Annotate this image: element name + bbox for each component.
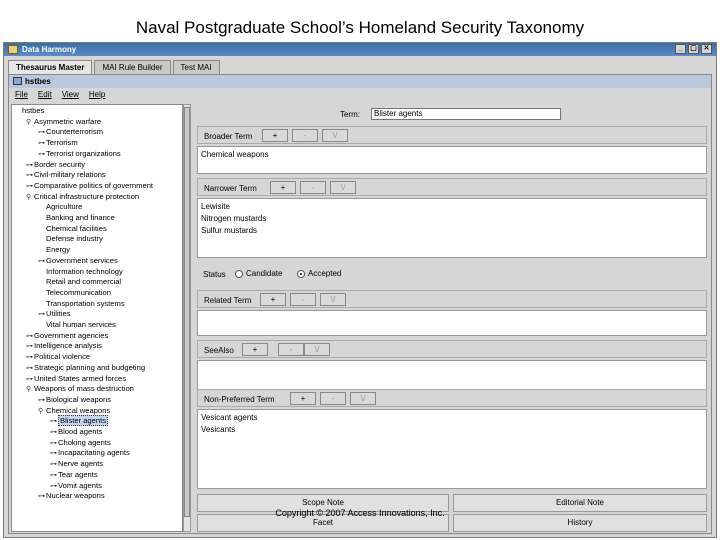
tree-item-label[interactable]: Government services: [46, 255, 118, 265]
tab-bar: [8, 60, 222, 74]
narrower-term-header: [197, 178, 707, 196]
related-term-header: [197, 290, 707, 308]
tree-item[interactable]: [38, 288, 111, 298]
broader-term-label: Broader Term: [204, 132, 253, 141]
tree-toggle-icon[interactable]: ⊶: [26, 182, 33, 190]
tree-item[interactable]: [26, 331, 108, 341]
inner-titlebar: [9, 75, 711, 88]
tree-toggle-icon[interactable]: ⊶: [38, 493, 45, 501]
tree-toggle-icon[interactable]: ⚲: [26, 118, 32, 126]
tree-item[interactable]: [38, 267, 123, 277]
tree-item[interactable]: [26, 341, 102, 351]
related-add-button[interactable]: +: [260, 293, 286, 306]
tree-toggle-icon[interactable]: ⊶: [26, 332, 33, 340]
related-term-list[interactable]: [197, 310, 707, 336]
menu-edit[interactable]: Edit: [37, 90, 52, 99]
tree-toggle-icon[interactable]: ⊶: [38, 140, 45, 148]
tree-toggle-icon[interactable]: ⚲: [38, 407, 44, 415]
list-item[interactable]: Vesicant agents: [201, 413, 258, 422]
tree-toggle-icon[interactable]: ⚲: [26, 386, 32, 394]
tree-item[interactable]: [26, 192, 139, 202]
tree-item[interactable]: [38, 138, 78, 148]
tree-item-label[interactable]: Tear agents: [58, 469, 98, 479]
tree-toggle-icon[interactable]: ⊶: [50, 429, 57, 436]
status-candidate-label: Candidate: [246, 269, 283, 278]
scope-note-button[interactable]: Scope Note: [197, 494, 449, 512]
tree-item-label[interactable]: Utilities: [46, 309, 71, 319]
thesaurus-icon: [13, 77, 22, 85]
tree-item[interactable]: [38, 245, 70, 255]
tree-item-label[interactable]: Vital human services: [46, 320, 116, 329]
non-preferred-term-label: Non-Preferred Term: [204, 395, 275, 404]
narrower-view-button[interactable]: V: [330, 181, 356, 194]
close-button[interactable]: ✕: [701, 44, 712, 54]
tree-item-label[interactable]: Comparative politics of government: [34, 180, 154, 190]
tree-item[interactable]: [26, 374, 126, 384]
tree-toggle-icon[interactable]: ⊶: [26, 364, 33, 372]
tree-item[interactable]: [38, 149, 121, 159]
list-item[interactable]: Chemical weapons: [201, 150, 269, 159]
tree-item-label[interactable]: hstbes: [22, 106, 45, 115]
tree-item[interactable]: [38, 234, 103, 244]
app-icon: [8, 45, 18, 54]
term-detail-panel: [195, 104, 709, 532]
list-item[interactable]: Lewisite: [201, 202, 230, 211]
radio-dot-selected[interactable]: [297, 270, 305, 278]
term-input[interactable]: Blister agents: [371, 108, 561, 120]
tree-item-label[interactable]: Nuclear weapons: [46, 491, 105, 501]
tree-item-label[interactable]: Choking agents: [58, 437, 111, 447]
tree-item[interactable]: [14, 106, 44, 116]
tab-thesaurus-master[interactable]: Thesaurus Master: [8, 60, 92, 74]
tree-item-label[interactable]: Blister agents: [60, 416, 107, 426]
tree-toggle-icon[interactable]: ⚲: [26, 193, 32, 201]
tree-item-label[interactable]: Political violence: [34, 352, 91, 362]
app-window: [3, 42, 717, 538]
broader-view-button[interactable]: V: [322, 129, 348, 142]
see-also-add-button[interactable]: +: [242, 343, 268, 356]
tree-toggle-icon[interactable]: ⊶: [26, 172, 33, 180]
tree-item-label[interactable]: Defense industry: [46, 234, 103, 244]
menu-file[interactable]: File: [15, 90, 28, 99]
tree-toggle-icon[interactable]: ⊶: [50, 461, 57, 469]
tree-item-label[interactable]: Banking and finance: [46, 213, 115, 222]
tree-item[interactable]: [38, 406, 110, 416]
copyright-text: Copyright © 2007 Access Innovations, Inc.: [275, 508, 445, 518]
tree-item[interactable]: [38, 491, 105, 501]
tree-item-label[interactable]: Biological weapons: [46, 394, 112, 404]
narrower-term-label: Narrower Term: [204, 184, 257, 193]
tree-item-label[interactable]: Agriculture: [46, 202, 83, 212]
tree-item[interactable]: [26, 170, 106, 180]
tree-item[interactable]: [38, 127, 103, 137]
scrollbar-thumb[interactable]: [184, 107, 190, 517]
broader-add-button[interactable]: +: [262, 129, 288, 142]
related-view-button[interactable]: V: [320, 293, 346, 306]
tree-item-label[interactable]: Asymmetric warfare: [34, 116, 102, 126]
tree-item[interactable]: [38, 202, 82, 212]
tree-item-label[interactable]: Intelligence analysis: [34, 341, 102, 351]
status-accepted-label: Accepted: [308, 269, 342, 278]
term-row: [195, 107, 709, 123]
list-item[interactable]: Vesicants: [201, 425, 236, 434]
facet-button[interactable]: Facet: [197, 514, 449, 532]
tree-toggle-icon[interactable]: ⊶: [38, 129, 45, 137]
tree-item-label[interactable]: Retail and commercial: [46, 277, 122, 287]
radio-dot[interactable]: [235, 270, 243, 278]
minimize-button[interactable]: _: [675, 44, 686, 54]
tree-toggle-icon[interactable]: ⊶: [26, 375, 33, 383]
tree-item-label[interactable]: Chemical facilities: [46, 223, 107, 233]
list-item[interactable]: Nitrogen mustards: [201, 214, 267, 223]
history-button[interactable]: History: [453, 514, 707, 532]
tree-item-label[interactable]: Weapons of mass destruction: [34, 384, 134, 394]
tree-toggle-icon[interactable]: ⊶: [26, 354, 33, 362]
related-remove-button[interactable]: -: [290, 293, 316, 306]
tree-item-label[interactable]: Terrorist organizations: [46, 148, 121, 158]
menu-help[interactable]: Help: [88, 90, 106, 99]
term-label: Term:: [340, 110, 360, 119]
tree-item-label[interactable]: Strategic planning and budgeting: [34, 362, 146, 372]
tree-item[interactable]: [26, 160, 85, 170]
tree-toggle-icon[interactable]: ⊶: [50, 450, 57, 458]
see-also-view-button[interactable]: V: [304, 343, 330, 356]
tree-item[interactable]: [50, 448, 130, 458]
non-preferred-view-button[interactable]: V: [350, 392, 376, 405]
tree-item-label[interactable]: United States armed forces: [34, 373, 127, 383]
slide-title: Naval Postgraduate School’s Homeland Security Taxonomy: [135, 18, 585, 37]
see-also-remove-button[interactable]: -: [278, 343, 304, 356]
tree-item[interactable]: [50, 459, 103, 469]
tree-toggle-icon[interactable]: ⊶: [26, 343, 33, 351]
tree-item-label[interactable]: Terrorism: [46, 138, 78, 148]
tree-toggle-icon[interactable]: ⊶: [38, 150, 45, 158]
tree-toggle-icon[interactable]: ⊶: [50, 482, 57, 490]
status-candidate-radio[interactable]: [235, 269, 282, 278]
tree-item-label[interactable]: Vomit agents: [58, 480, 102, 490]
narrower-add-button[interactable]: +: [270, 181, 296, 194]
maximize-button[interactable]: ▢: [688, 44, 699, 54]
tree-item[interactable]: [38, 224, 107, 234]
tree-scrollbar[interactable]: [183, 104, 191, 532]
status-accepted-radio[interactable]: [297, 269, 341, 278]
tree-item-label[interactable]: Civil-military relations: [34, 170, 106, 180]
see-also-header: [197, 340, 707, 358]
tree-item-label[interactable]: Government agencies: [34, 330, 109, 340]
tree-toggle-icon[interactable]: ⊶: [38, 311, 45, 319]
see-also-list[interactable]: [197, 360, 707, 392]
status-row: [197, 266, 707, 282]
list-item[interactable]: Sulfur mustards: [201, 226, 258, 235]
tree-item[interactable]: [50, 470, 98, 480]
tree-item[interactable]: [26, 181, 153, 191]
tree-item-label[interactable]: Nerve agents: [58, 459, 104, 469]
tree-item[interactable]: [26, 384, 134, 394]
tree-item[interactable]: [38, 309, 70, 319]
tree-item-label[interactable]: Incapacitating agents: [58, 448, 130, 458]
see-also-label: SeeAlso: [204, 346, 234, 355]
non-preferred-add-button[interactable]: +: [290, 392, 316, 405]
tree-item-label[interactable]: Border security: [34, 159, 86, 169]
window-title: Data Harmony: [22, 45, 77, 54]
tree-item[interactable]: [38, 299, 125, 309]
tree-item-label[interactable]: Counterterrorism: [46, 127, 103, 137]
editorial-note-button[interactable]: Editorial Note: [453, 494, 707, 512]
tree-toggle-icon[interactable]: ⊶: [50, 418, 57, 426]
tree-item[interactable]: [38, 213, 115, 223]
broader-term-header: [197, 126, 707, 144]
tree-item[interactable]: [26, 117, 101, 127]
menu-view[interactable]: View: [61, 90, 79, 99]
non-preferred-remove-button[interactable]: -: [320, 392, 346, 405]
tree-item[interactable]: [50, 481, 102, 491]
tree-item-label[interactable]: Blood agents: [58, 427, 103, 436]
menu-bar: [9, 88, 711, 101]
tree-toggle-icon[interactable]: ⊶: [50, 439, 57, 447]
tab-mai-rule-builder[interactable]: MAI Rule Builder: [94, 60, 170, 74]
tree-toggle-icon[interactable]: ⊶: [50, 471, 57, 479]
tree-toggle-icon[interactable]: ⊶: [38, 257, 45, 265]
narrower-term-list[interactable]: [197, 198, 707, 258]
tree-item[interactable]: [26, 363, 145, 373]
window-titlebar[interactable]: [4, 43, 716, 56]
tree-item[interactable]: [38, 277, 121, 287]
tree-item-label[interactable]: Chemical weapons: [46, 405, 111, 415]
tab-test-mai[interactable]: Test MAI: [173, 60, 220, 74]
tree-item[interactable]: [38, 320, 116, 330]
thesaurus-frame: [8, 74, 712, 534]
broader-remove-button[interactable]: -: [292, 129, 318, 142]
inner-title: hstbes: [25, 77, 51, 86]
tree-item-label[interactable]: Transportation systems: [46, 298, 125, 308]
broader-term-list[interactable]: [197, 146, 707, 174]
taxonomy-tree[interactable]: [11, 104, 183, 532]
tree-item[interactable]: [50, 427, 102, 437]
tree-item[interactable]: [38, 256, 118, 266]
tree-item-label[interactable]: Energy: [46, 245, 71, 255]
status-label: Status: [203, 270, 226, 279]
tree-item[interactable]: [50, 416, 108, 426]
tree-item[interactable]: [38, 395, 111, 405]
non-preferred-term-list[interactable]: [197, 409, 707, 489]
tree-item-label[interactable]: Telecommunication: [46, 287, 111, 297]
tree-item-label[interactable]: Critical infrastructure protection: [34, 191, 140, 201]
tree-toggle-icon[interactable]: ⊶: [26, 161, 33, 169]
related-term-label: Related Term: [204, 296, 252, 305]
tree-toggle-icon[interactable]: ⊶: [38, 396, 45, 404]
tree-item[interactable]: [26, 352, 90, 362]
tree-item-label[interactable]: Information technology: [46, 266, 123, 276]
tree-item[interactable]: [50, 438, 111, 448]
narrower-remove-button[interactable]: -: [300, 181, 326, 194]
non-preferred-term-header: [197, 389, 707, 407]
